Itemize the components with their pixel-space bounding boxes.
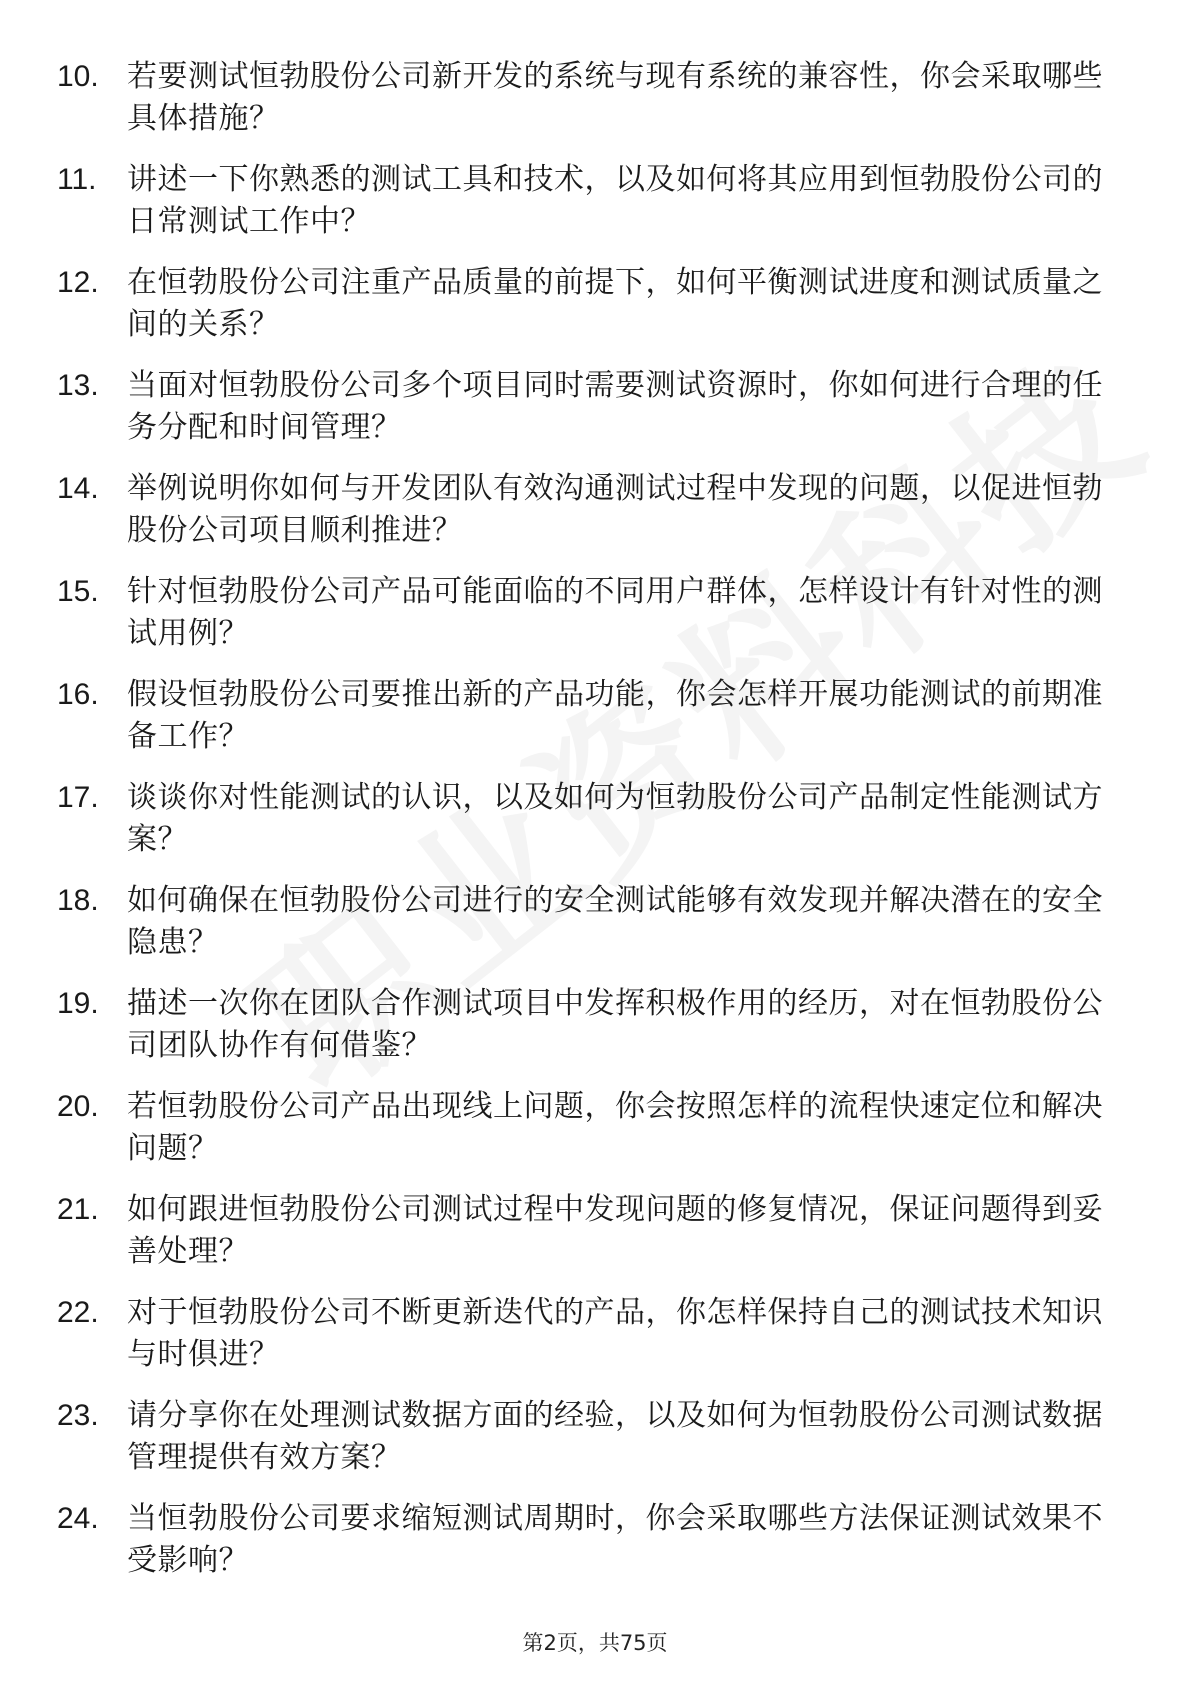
- question-number: 22.: [57, 1296, 99, 1329]
- question-text: 假设恒勃股份公司要推出新的产品功能，你会怎样开展功能测试的前期准备工作？: [127, 677, 1103, 754]
- question-text: 谈谈你对性能测试的认识，以及如何为恒勃股份公司产品制定性能测试方案？: [127, 780, 1103, 857]
- question-item: [0, 767, 1190, 870]
- question-text: 当恒勃股份公司要求缩短测试周期时，你会采取哪些方法保证测试效果不受影响？: [127, 1501, 1103, 1578]
- question-text: 如何跟进恒勃股份公司测试过程中发现问题的修复情况，保证问题得到妥善处理？: [127, 1192, 1103, 1269]
- question-item: [0, 1488, 1190, 1591]
- question-item: [0, 149, 1190, 252]
- question-number: 18.: [57, 884, 99, 917]
- question-number: 14.: [57, 472, 99, 505]
- question-item: [0, 973, 1190, 1076]
- question-item: [0, 1282, 1190, 1385]
- page-footer: 第2页，共75页: [522, 1631, 668, 1655]
- question-text: 针对恒勃股份公司产品可能面临的不同用户群体，怎样设计有针对性的测试用例？: [127, 574, 1103, 651]
- question-number: 11.: [57, 163, 97, 196]
- question-number: 16.: [57, 678, 99, 711]
- question-text: 举例说明你如何与开发团队有效沟通测试过程中发现的问题，以促进恒勃股份公司项目顺利推进？: [127, 471, 1103, 548]
- question-number: 24.: [57, 1502, 99, 1535]
- question-text: 若要测试恒勃股份公司新开发的系统与现有系统的兼容性，你会采取哪些具体措施？: [127, 59, 1103, 136]
- question-text: 若恒勃股份公司产品出现线上问题，你会按照怎样的流程快速定位和解决问题？: [127, 1089, 1103, 1166]
- question-item: [0, 870, 1190, 973]
- question-item: [0, 664, 1190, 767]
- question-text: 请分享你在处理测试数据方面的经验，以及如何为恒勃股份公司测试数据管理提供有效方案？: [127, 1398, 1103, 1475]
- question-number: 17.: [57, 781, 99, 814]
- question-number: 23.: [57, 1399, 99, 1432]
- question-item: [0, 355, 1190, 458]
- question-text: 在恒勃股份公司注重产品质量的前提下，如何平衡测试进度和测试质量之间的关系？: [127, 265, 1103, 342]
- question-item: [0, 252, 1190, 355]
- question-item: [0, 46, 1190, 149]
- question-number: 19.: [57, 987, 99, 1020]
- question-text: 讲述一下你熟悉的测试工具和技术，以及如何将其应用到恒勃股份公司的日常测试工作中？: [127, 162, 1103, 239]
- question-item: [0, 1385, 1190, 1488]
- question-number: 10.: [57, 60, 99, 93]
- question-text: 如何确保在恒勃股份公司进行的安全测试能够有效发现并解决潜在的安全隐患？: [127, 883, 1103, 960]
- question-number: 12.: [57, 266, 99, 299]
- question-number: 15.: [57, 575, 99, 608]
- question-text: 当面对恒勃股份公司多个项目同时需要测试资源时，你如何进行合理的任务分配和时间管理？: [127, 368, 1103, 445]
- question-number: 20.: [57, 1090, 99, 1123]
- question-item: [0, 458, 1190, 561]
- question-list: [0, 46, 1190, 1591]
- question-text: 描述一次你在团队合作测试项目中发挥积极作用的经历，对在恒勃股份公司团队协作有何借鉴？: [127, 986, 1103, 1063]
- question-item: [0, 1076, 1190, 1179]
- question-item: [0, 1179, 1190, 1282]
- question-text: 对于恒勃股份公司不断更新迭代的产品，你怎样保持自己的测试技术知识与时俱进？: [127, 1295, 1103, 1372]
- question-number: 21.: [57, 1193, 99, 1226]
- question-number: 13.: [57, 369, 99, 402]
- question-item: [0, 561, 1190, 664]
